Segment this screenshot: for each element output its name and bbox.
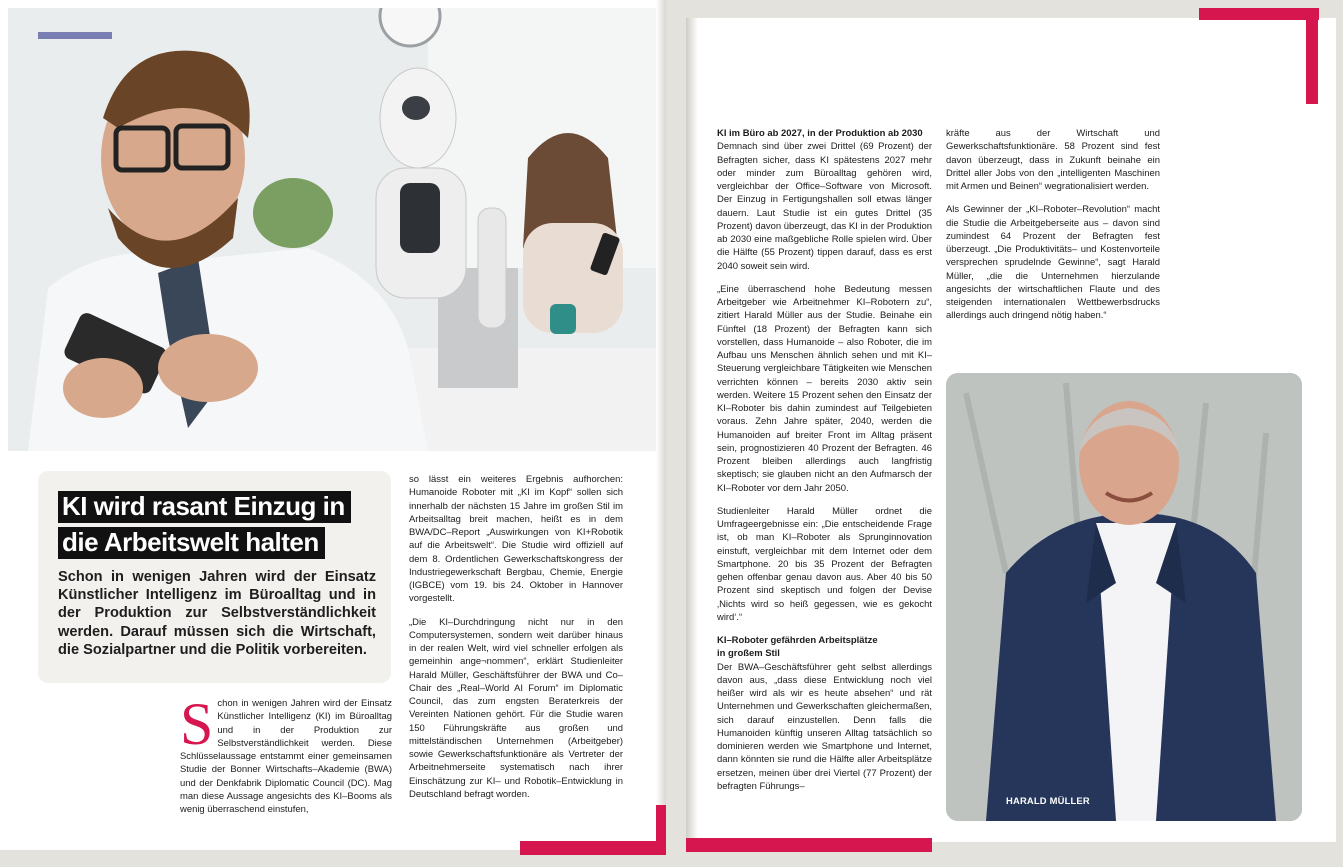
red-accent-right-edge — [1306, 8, 1318, 104]
column-2-paragraph-2: „Die KI–Durchdringung nicht nur in den Computersystemen, sondern weit darüber hinaus in der realen Welt, wird viel schneller erfolgen als gemeinhin ange¬nommen“, erklärt Studienleiter Harald Müller, Geschäftsführer der BWA und Co–Chair des „Real–World AI Forum“ im Diplomatic Council, das zum engsten Beraterkreis der Vereinten Nationen gehört. Für die Studie waren 150 Führungskräfte aus großen und mittelständischen Unternehmen (Arbeitgeber) sowie Gewerkschaftsfunktionäre als Vertreter der Arbeitnehmerseite systematisch nach ihrer Einschätzung zur KI– und Robotik–Entwicklung in Deutschland befragt worden. — [409, 616, 623, 800]
red-accent-bottom-left — [520, 841, 666, 855]
column-2-paragraph-1: so lässt ein weiteres Ergebnis aufhorchen: Humanoide Roboter mit „KI im Kopf“ sollen sich innerhalb der nächsten 15 Jahre im großen Stil im Arbeitsalltag breit machen, heißt es in dem BWA/DC–Report „Auswirkungen von KI+Robotik auf die Arbeitswelt“. Die Studie wird offiziell auf dem 8. Ordentlichen Gewerkschaftskongress der Industriegewerkschaft Bergbau, Chemie, Energie (IGBCE) vom 19. bis 24. Oktober in Hannover vorgestellt. — [409, 474, 623, 605]
portrait-illustration — [946, 373, 1302, 821]
column-4-paragraph-1: kräfte aus der Wirtschaft und Gewerkschaftsfunktionäre. 58 Prozent sind fest davon überzeugt, dass in Zukunft beinahe ein Drittel aller Jobs von den „intelligenten Maschinen mit Armen und Beinen“ wegrationalisiert werden. — [946, 128, 1160, 192]
page-gutter-shade-right — [686, 18, 698, 842]
column-3-paragraph-3: Studienleiter Harald Müller ordnet die Umfrageergebnisse ein: „Die entscheidende Frage ist, ob man KI–Roboter als Sprunginnovation einstuft, vergleichbar mit dem Internet oder dem Smartphone. 20 bis 35 Prozent der Befragten gehen offenbar genau davon aus. Aber 40 bis 50 Prozent sind skeptisch und folgen der Devise ‚Nichts wird so heiß gegessen, wie es gekocht wird‘.“ — [717, 505, 932, 623]
office-robot-photo — [8, 8, 656, 451]
red-accent-top-right — [1199, 8, 1319, 20]
article-column-2 — [409, 473, 623, 811]
headline — [58, 488, 351, 560]
lead-paragraph: Schon in wenigen Jahren wird der Einsatz Künstlicher Intelligenz im Büroalltag und in der Produktion zur Selbstverständlichkeit werden. Darauf müssen sich die Wirtschaft, die Sozialpartner und die Politik vorbereiten. — [58, 569, 376, 658]
column-3-paragraph-1: Demnach sind über zwei Drittel (69 Prozent) der Befragten sicher, dass KI spätestens 2027 mehr oder minder zum Büroalltag gehören wird, vergleichbar der Office–Software von Microsoft. Der Einzug in Fertigungshallen soll etwas länger dauern. Laut Studie ist ein gutes Drittel (35 Prozent) davon überzeugt, das KI in der Produktion ab 2030 eine maßgebliche Rolle spielen wird. Über die Hälfte (55 Prozent) tippen darauf, dass es erst 2040 soweit sein wird. — [717, 141, 932, 272]
article-column-3 — [717, 127, 932, 793]
article-column-4 — [946, 127, 1160, 333]
headline-line-2: die Arbeitswelt halten — [58, 527, 325, 559]
column-1-text: chon in wenigen Jahren wird der Einsatz Künstlicher Intelligenz (KI) im Büroalltag und in der Produktion zur Selbstverständlichkeit werden. Diese Schlüsselaussage entstammt einer gemeinsamen Studie der Bonner Wirtschafts–Akademie (BWA) und der Denkfabrik Diplomatic Council (DC). Mag man diese Aussage angesichts des KI–Booms als wenig überraschend einstufen, — [180, 698, 392, 815]
portrait-caption: HARALD MÜLLER — [1006, 795, 1090, 806]
headline-line-1: KI wird rasant Einzug in — [58, 491, 351, 523]
red-accent-bottom-right — [686, 838, 932, 852]
article-column-1 — [180, 691, 392, 826]
photo-illustration — [8, 8, 656, 451]
drop-cap: S — [180, 691, 214, 757]
column-3-paragraph-4: Der BWA–Geschäftsführer geht selbst allerdings davon aus, „dass diese Entwicklung noch viel heißer wird als wir es heute absehen“ und rät Unternehmen und Gewerkschaften gleichermaßen, sich darauf einzustellen. Denn falls die Humanoiden künftig unseren Alltag tatsächlich so dominieren werden wie Smartphone und Internet, dann könnten sie rund die Hälfte aller Arbeitsplätze ersetzen, meinen über drei Viertel (77 Prozent) der befragten Führungs– — [717, 661, 932, 792]
column-4-paragraph-2: Als Gewinner der „KI–Roboter–Revolution“ macht die Studie die Arbeitgeberseite aus – davon sind zumindest 64 Prozent der Befragten fest überzeugt. „Die Produktivitäts– und Kostenvorteile versprechen sprudelnde Gewinne“, sagt Harald Müller, „die die Unternehmen hierzulande angesichts der wirtschaftlichen Flaute und des steigenden internationalen Wettbewerbsdrucks allerdings auch dringend nötig haben.“ — [946, 204, 1160, 322]
page-gutter-shade — [656, 0, 666, 850]
subhead-arbeitsplaetze-2: in großem Stil — [717, 648, 780, 660]
accent-bar — [38, 32, 112, 39]
subhead-arbeitsplaetze-1: KI–Roboter gefährden Arbeitsplätze — [717, 635, 878, 646]
column-1-paragraph — [180, 691, 392, 816]
portrait-photo — [946, 373, 1302, 821]
subhead-ki-buero: KI im Büro ab 2027, in der Produktion ab 2030 — [717, 128, 923, 139]
column-3-paragraph-2: „Eine überraschend hohe Bedeutung messen Arbeitgeber wie Arbeitnehmer KI–Robotern zu“, zitiert Harald Müller aus der Studie. Beinahe ein Fünftel (18 Prozent) der Befragten kann sich vorstellen, dass Humanoide – also Roboter, die im Aufbau uns Menschen ähnlich sehen und mit KI–Steuerung vergleichbare Tätigkeiten wie Menschen verrichten können – bereits 2030 aktiv sein werden. Weitere 15 Prozent sehen den Einsatz der KI–Roboter bis dahin zumindest auf Teilgebieten voraus. Zehn Jahre später, 2040, werden die Humanoiden auf breiter Front im Alltag präsent sein, prognostizieren 40 Prozent der Befragten. 46 Prozent bleiben allerdings auch langfristig skeptisch; sie glauben nicht an den Aufmarsch der KI–Roboter vor dem Jahr 2050. — [717, 283, 932, 494]
red-accent-bottom-gutter — [656, 805, 666, 855]
